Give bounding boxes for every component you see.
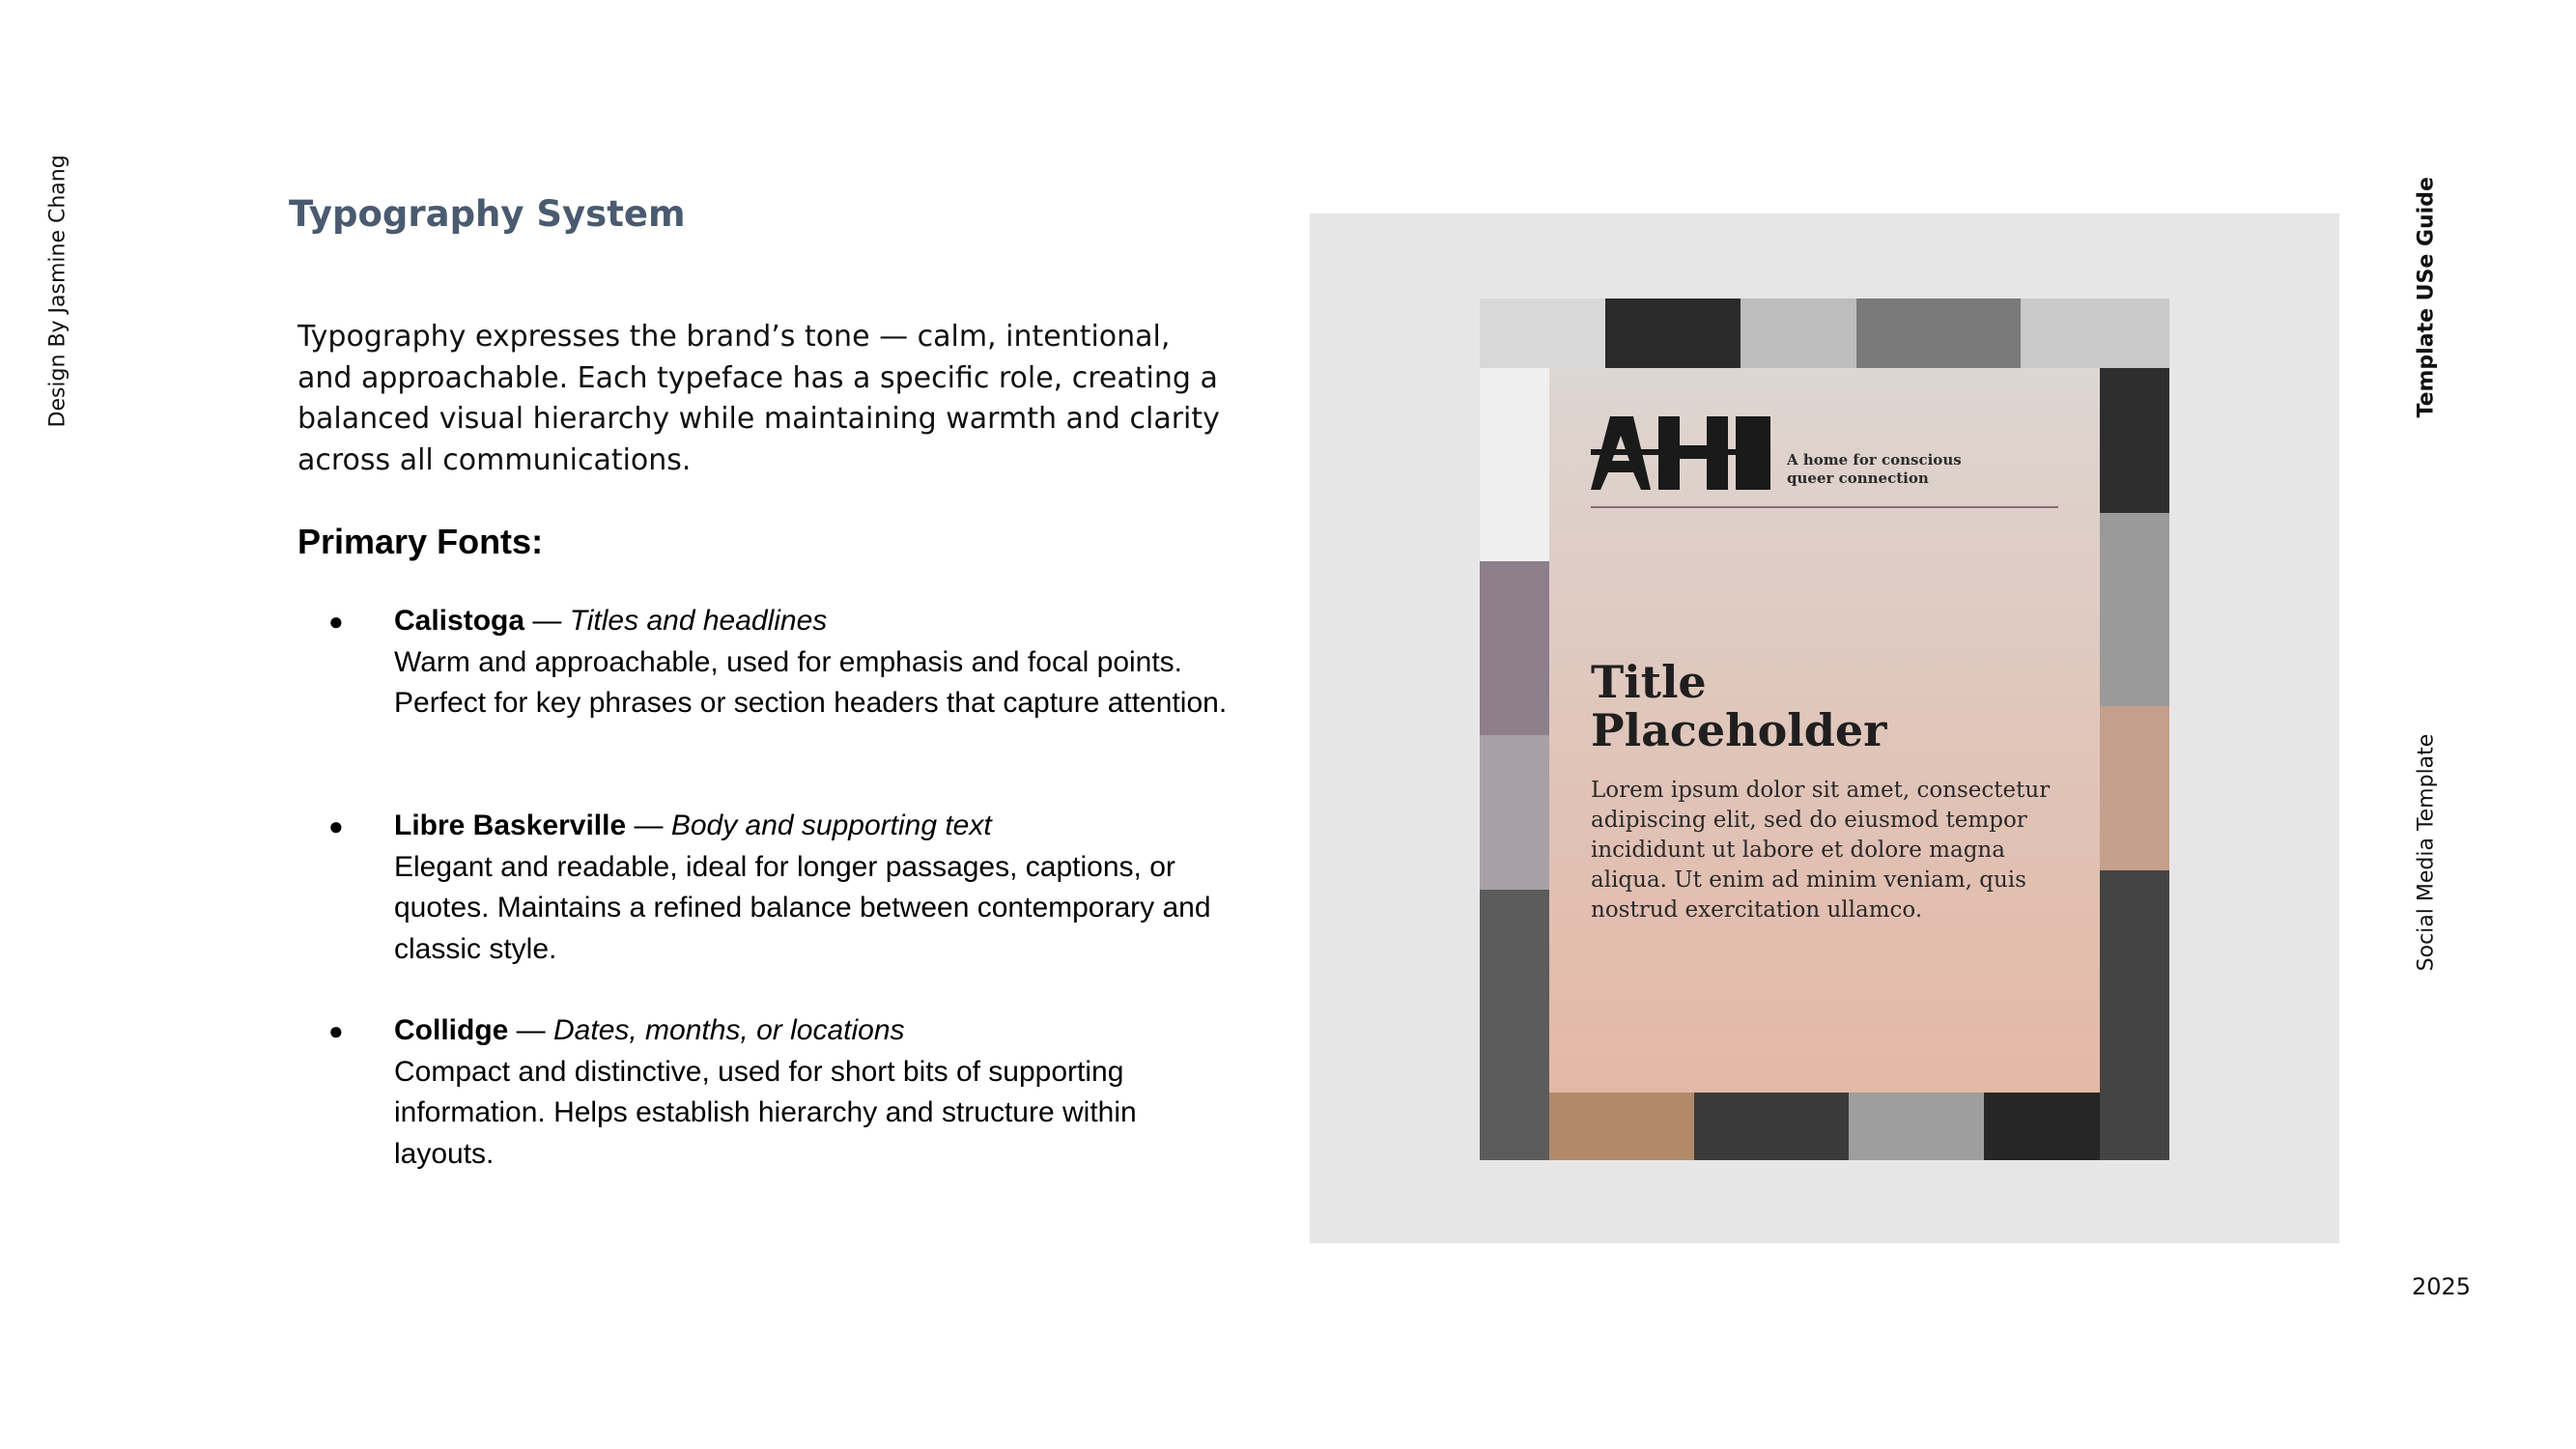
em-dash: — (626, 810, 671, 841)
font-description: Compact and distinctive, used for short bits of supporting information. Helps establish hierarchy and structure within layouts. (394, 1055, 1137, 1170)
font-description: Warm and approachable, used for emphasis and focal points. Perfect for key phrases or section headers that capture attention. (394, 645, 1228, 719)
primary-fonts-heading: Primary Fonts: (297, 522, 544, 561)
divider (1591, 506, 2058, 508)
font-role: Body and supporting text (670, 810, 992, 841)
body-placeholder: Lorem ipsum dolor sit amet, consectetur adipiscing elit, sed do eiusmod tempor incididunt ut labore et dolore magna aliqua. Ut enim ad minim veniam, quis nostrud exercitation ullamco. (1591, 778, 2051, 923)
ah-logo (1591, 416, 1770, 490)
title-placeholder: Title Placeholder (1591, 656, 1887, 756)
year-label: 2025 (2412, 1273, 2472, 1300)
font-role: Dates, months, or locations (553, 1014, 905, 1046)
template-preview-panel (1310, 213, 2339, 1243)
em-dash: — (508, 1014, 554, 1046)
page-title: Typography System (289, 193, 686, 235)
font-name: Libre Baskerville (394, 810, 627, 841)
bullet: ● (328, 1016, 344, 1045)
font-item-calistoga (328, 601, 1236, 724)
post-card (1549, 368, 2100, 1093)
logo-tagline: A home for conscious queer connection (1787, 451, 1962, 487)
photo-collage-background (1480, 298, 2169, 1160)
guide-label: Template USe Guide (2414, 177, 2439, 418)
font-item-libre-baskerville (328, 806, 1236, 970)
bullet: ● (328, 811, 344, 840)
intro-paragraph: Typography expresses the brand’s tone — calm, intentional, and approachable. Each typeface has a specific role, creating a balanced visual hierarchy while maintaining warmth and clarity across all communications. (297, 320, 1220, 477)
font-description: Elegant and readable, ideal for longer passages, captions, or quotes. Maintains a refined balance between contemporary and classic style. (394, 850, 1211, 965)
bullet: ● (328, 607, 344, 636)
designer-credit: Design By Jasmine Chang (45, 155, 71, 428)
em-dash: — (524, 605, 570, 637)
template-label: Social Media Template (2414, 733, 2439, 972)
font-item-collidge (328, 1010, 1236, 1175)
font-role: Titles and headlines (569, 605, 828, 637)
font-name: Calistoga (394, 605, 525, 637)
font-name: Collidge (394, 1014, 509, 1046)
